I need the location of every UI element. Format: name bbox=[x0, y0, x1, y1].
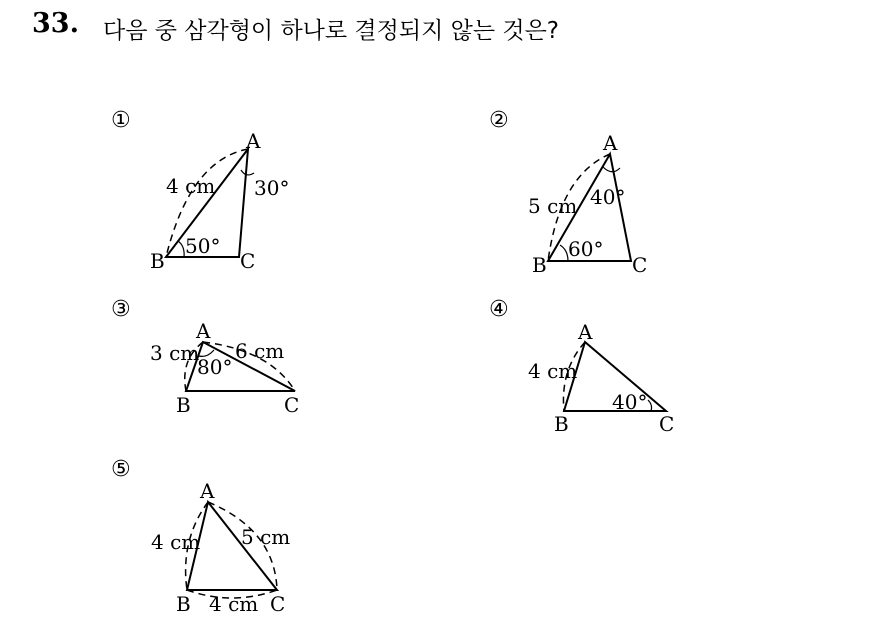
label-2-2: 40° bbox=[590, 185, 626, 209]
figure-4 bbox=[528, 320, 674, 436]
question-text: 다음 중 삼각형이 하나로 결정되지 않는 것은? bbox=[103, 18, 559, 44]
label-4-1: 4 cm bbox=[528, 359, 578, 383]
option-5-mark[interactable]: ⑤ bbox=[111, 457, 131, 482]
angle-arc-c-4 bbox=[648, 400, 652, 411]
question-number: 33. bbox=[32, 8, 79, 39]
label-3-3: 80° bbox=[197, 355, 233, 379]
option-1-mark[interactable]: ① bbox=[111, 108, 131, 133]
label-3-1: 3 cm bbox=[150, 341, 200, 365]
label-1-1: 4 cm bbox=[166, 174, 216, 198]
label-4-2: 40° bbox=[612, 390, 648, 414]
vertex-a-5: A bbox=[200, 479, 215, 503]
label-1-3: 50° bbox=[185, 234, 221, 258]
angle-arc-a-1 bbox=[241, 170, 254, 175]
label-5-1: 4 cm bbox=[151, 530, 201, 554]
vertex-a-4: A bbox=[578, 320, 593, 344]
vertex-c-1: C bbox=[240, 249, 256, 273]
option-2-mark[interactable]: ② bbox=[489, 108, 509, 133]
label-1-2: 30° bbox=[254, 176, 290, 200]
option-4-mark[interactable]: ④ bbox=[489, 297, 509, 322]
option-3-mark[interactable]: ③ bbox=[111, 297, 131, 322]
label-5-2: 5 cm bbox=[241, 525, 291, 549]
vertex-c-5: C bbox=[270, 592, 286, 616]
label-5-3: 4 cm bbox=[209, 592, 259, 616]
vertex-b-2: B bbox=[532, 253, 547, 277]
vertex-b-1: B bbox=[150, 249, 165, 273]
angle-arc-a-2 bbox=[603, 167, 620, 172]
label-3-2: 6 cm bbox=[235, 339, 285, 363]
angle-arc-b-2 bbox=[560, 245, 568, 261]
figure-5 bbox=[151, 479, 290, 616]
vertex-c-2: C bbox=[632, 253, 648, 277]
figure-3 bbox=[150, 319, 299, 417]
vertex-b-5: B bbox=[176, 592, 191, 616]
vertex-b-4: B bbox=[554, 412, 569, 436]
label-2-3: 60° bbox=[568, 237, 604, 261]
vertex-c-3: C bbox=[284, 393, 300, 417]
figure-2 bbox=[528, 131, 647, 277]
figure-1 bbox=[150, 129, 289, 273]
vertex-c-4: C bbox=[659, 412, 675, 436]
vertex-a-1: A bbox=[246, 129, 261, 153]
label-2-1: 5 cm bbox=[528, 194, 578, 218]
vertex-a-3: A bbox=[196, 319, 211, 343]
vertex-a-2: A bbox=[603, 131, 618, 155]
angle-arc-b-1 bbox=[178, 241, 184, 257]
vertex-b-3: B bbox=[176, 393, 191, 417]
